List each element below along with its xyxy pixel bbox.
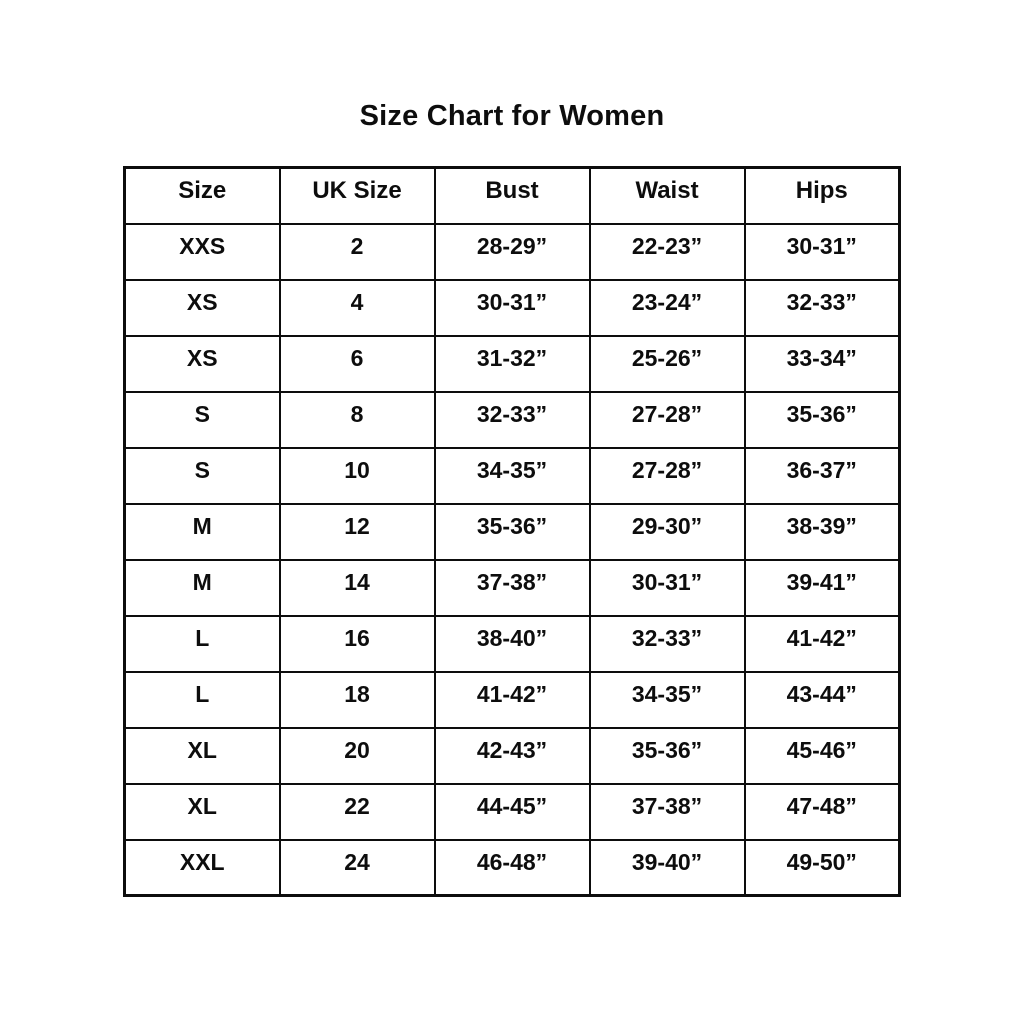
table-cell: 30-31” <box>745 224 900 280</box>
column-header-size: Size <box>125 168 280 224</box>
table-cell: 33-34” <box>745 336 900 392</box>
table-cell: 44-45” <box>435 784 590 840</box>
table-row <box>125 616 900 672</box>
column-header-hips: Hips <box>745 168 900 224</box>
table-cell: XL <box>125 784 280 840</box>
table-cell: M <box>125 504 280 560</box>
table-cell: 22-23” <box>590 224 745 280</box>
table-cell: 47-48” <box>745 784 900 840</box>
page-title: Size Chart for Women <box>359 100 665 132</box>
size-chart-table <box>123 166 901 897</box>
table-cell: 34-35” <box>435 448 590 504</box>
table-cell: 46-48” <box>435 840 590 896</box>
table-cell: 39-41” <box>745 560 900 616</box>
table-cell: 28-29” <box>435 224 590 280</box>
table-cell: 18 <box>280 672 435 728</box>
size-chart-table-body <box>125 224 900 896</box>
table-cell: 38-40” <box>435 616 590 672</box>
table-cell: 45-46” <box>745 728 900 784</box>
table-cell: 41-42” <box>745 616 900 672</box>
table-cell: 24 <box>280 840 435 896</box>
column-header-waist: Waist <box>590 168 745 224</box>
table-cell: 36-37” <box>745 448 900 504</box>
table-cell: 29-30” <box>590 504 745 560</box>
table-cell: 10 <box>280 448 435 504</box>
table-cell: 49-50” <box>745 840 900 896</box>
table-cell: 35-36” <box>745 392 900 448</box>
table-cell: 39-40” <box>590 840 745 896</box>
table-row <box>125 392 900 448</box>
table-cell: 27-28” <box>590 448 745 504</box>
table-cell: 12 <box>280 504 435 560</box>
table-cell: 16 <box>280 616 435 672</box>
table-row <box>125 560 900 616</box>
table-cell: 25-26” <box>590 336 745 392</box>
table-row <box>125 280 900 336</box>
table-cell: XXL <box>125 840 280 896</box>
table-cell: 30-31” <box>590 560 745 616</box>
table-cell: 32-33” <box>590 616 745 672</box>
table-cell: 35-36” <box>435 504 590 560</box>
table-row <box>125 504 900 560</box>
table-cell: 2 <box>280 224 435 280</box>
table-cell: M <box>125 560 280 616</box>
table-cell: L <box>125 616 280 672</box>
table-cell: 37-38” <box>590 784 745 840</box>
table-cell: 35-36” <box>590 728 745 784</box>
table-cell: 42-43” <box>435 728 590 784</box>
header-row <box>125 168 900 224</box>
table-cell: 32-33” <box>435 392 590 448</box>
table-cell: 32-33” <box>745 280 900 336</box>
table-row <box>125 224 900 280</box>
table-cell: 8 <box>280 392 435 448</box>
table-row <box>125 728 900 784</box>
table-cell: 41-42” <box>435 672 590 728</box>
table-cell: 43-44” <box>745 672 900 728</box>
table-row <box>125 784 900 840</box>
table-row <box>125 672 900 728</box>
table-cell: 34-35” <box>590 672 745 728</box>
table-row <box>125 336 900 392</box>
column-header-bust: Bust <box>435 168 590 224</box>
table-cell: 38-39” <box>745 504 900 560</box>
table-cell: L <box>125 672 280 728</box>
size-chart-table-head <box>125 168 900 224</box>
table-cell: 22 <box>280 784 435 840</box>
table-row <box>125 840 900 896</box>
table-cell: XS <box>125 336 280 392</box>
table-cell: XS <box>125 280 280 336</box>
table-cell: 31-32” <box>435 336 590 392</box>
table-cell: 6 <box>280 336 435 392</box>
table-cell: XL <box>125 728 280 784</box>
table-cell: 27-28” <box>590 392 745 448</box>
table-cell: 20 <box>280 728 435 784</box>
table-row <box>125 448 900 504</box>
table-cell: 4 <box>280 280 435 336</box>
table-cell: 30-31” <box>435 280 590 336</box>
column-header-uk-size: UK Size <box>280 168 435 224</box>
table-cell: S <box>125 392 280 448</box>
table-cell: 23-24” <box>590 280 745 336</box>
table-cell: 14 <box>280 560 435 616</box>
table-cell: 37-38” <box>435 560 590 616</box>
table-cell: XXS <box>125 224 280 280</box>
table-cell: S <box>125 448 280 504</box>
